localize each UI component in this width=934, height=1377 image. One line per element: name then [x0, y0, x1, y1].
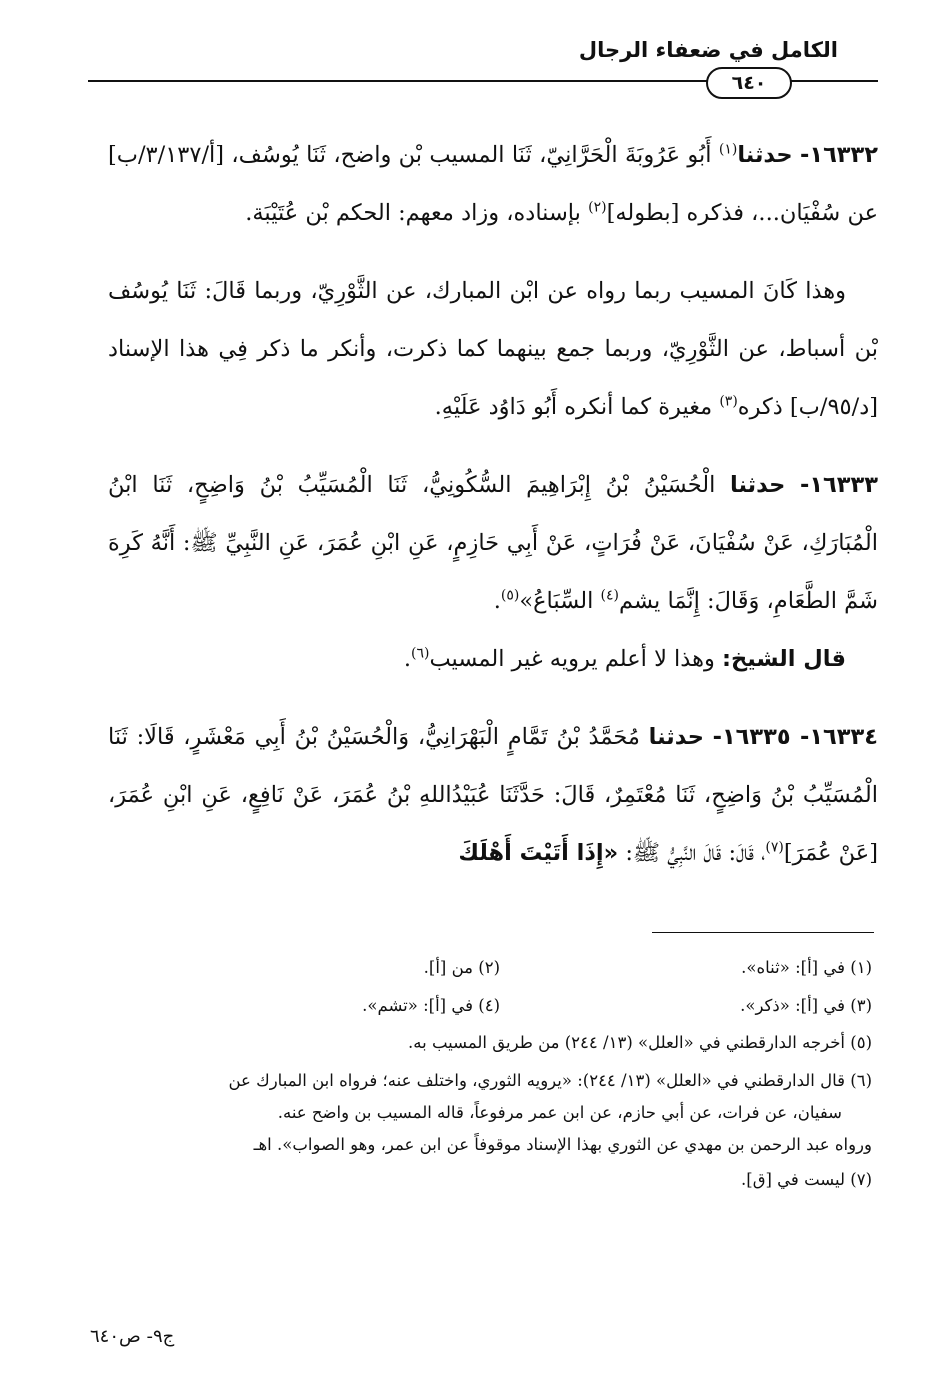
footnote-7: (٧) ليست في [ق]. — [741, 1170, 872, 1189]
hadith-number: ١٦٣٣٣- — [799, 472, 878, 498]
footnote-6-line: سفيان، عن فرات، عن أبي حازم، عن ابن عمر مرفوعاً، قاله المسيب بن واضح عنه. — [277, 1103, 842, 1122]
paragraph-16334 — [108, 708, 878, 882]
hadith-matn-start: «إِذَا أَتَيْتَ أَهْلَكَ — [458, 840, 619, 866]
paragraph-text: مُحَمَّدُ بْنُ تَمَّامٍ الْبَهْرَانِيُّ، وَالْحُسَيْنُ بْنُ أَبِي مَعْشَرٍ، قَالَا: ثَنَا الْمُسَيِّبُ بْنُ وَاضِحٍ، ثَنَا مُعْتَمِرٌ، قَالَ: حَدَّثَنَا عُبَيْدُاللهِ بْنُ عُمَرَ، عَنْ نَافِعٍ، عَنِ ابْنِ عُمَرَ، [عَنْ عُمَرَ] — [108, 724, 878, 866]
hadith-number: ١٦٣٣٢- — [800, 142, 879, 168]
paragraph-text: . — [493, 588, 501, 614]
footnotes — [102, 948, 872, 1199]
paragraph-text: وهذا كَانَ المسيب ربما رواه عن ابْن المبارك، عن الثَّوْرِيّ، وربما قَالَ: ثَنَا يُوسُف بْن أسباط، عن الثَّوْرِيّ، وربما جمع بينهما كما ذكرت، وأنكر ما ذكر فِي هذا الإسناد [د/٩٥/ب] ذكره — [108, 278, 878, 420]
footnote-6-line: ورواه عبد الرحمن بن مهدي عن الثوري بهذا الإسناد موقوفاً عن ابن عمر، وهو الصواب». اهـ — [253, 1135, 872, 1154]
page-number-badge: ٦٤٠ — [706, 67, 792, 99]
paragraph-text: ، قَالَ: قَالَ النَّبِيُّ ﷺ: — [618, 840, 766, 866]
hadith-lead: حدثنا — [730, 472, 786, 498]
footnote-divider — [652, 932, 874, 933]
paragraph-text: مغيرة كما أنكره أَبُو دَاوُد عَلَيْهِ. — [434, 394, 720, 420]
volume-page-reference: ج٩- ص٦٤٠ — [90, 1326, 175, 1347]
footnote-1: (١) في [أ]: «ثناه». — [741, 957, 872, 977]
footnote-ref-5[interactable]: (٥) — [500, 587, 520, 604]
footnote-ref-1[interactable]: (١) — [718, 141, 738, 158]
footnote-6 — [102, 1062, 872, 1161]
paragraph-text: أَبُو عَرُوبَةَ الْحَرَّانِيّ، ثَنَا المسيب بْن واضح، ثَنَا يُوسُف، [أ/٣/١٣٧/ب] عن سُفْيَان...، فذكره [بطوله] — [108, 142, 878, 226]
paragraph-text: بإسناده، وزاد معهم: الحكم بْن عُتَيْبَة. — [245, 200, 589, 226]
footnote-ref-2[interactable]: (٢) — [588, 199, 607, 216]
paragraph-text: وهذا لا أعلم يرويه غير المسيب — [429, 646, 722, 672]
footnote-row — [102, 986, 872, 1024]
footnote-ref-6[interactable]: (٦) — [410, 645, 430, 662]
footnote-2: (٢) من [أ]. — [423, 957, 500, 977]
book-title: الكامل في ضعفاء الرجال — [578, 38, 838, 62]
paragraph-text: السِّبَاعُ» — [519, 588, 601, 614]
paragraph-16332 — [108, 126, 878, 242]
hadith-lead: حدثنا — [737, 142, 793, 168]
footnote-ref-7[interactable]: (٧) — [765, 839, 784, 856]
footnote-3: (٣) في [أ]: «ذكر». — [740, 995, 872, 1015]
footnote-6-line: (٦) قال الدارقطني في «العلل» (١٣/ ٢٤٤): «يرويه الثوري، واختلف عنه؛ فرواه ابن المبارك عن — [228, 1071, 872, 1090]
paragraph-commentary — [108, 262, 878, 436]
paragraph-sheikh-comment — [108, 630, 878, 688]
hadith-lead: حدثنا — [648, 724, 704, 750]
footnote-row — [102, 948, 872, 986]
sheikh-lead: قال الشيخ: — [722, 646, 846, 672]
paragraph-text: الْحُسَيْنُ بْنُ إِبْرَاهِيمَ السُّكُونِيُّ، ثَنَا الْمُسَيِّبُ بْنُ وَاضِحٍ، ثَنَا ابْنُ الْمُبَارَكِ، عَنْ سُفْيَانَ، عَنْ فُرَاتٍ، عَنْ أَبِي حَازِمٍ، عَنِ ابْنِ عُمَرَ، عَنِ النَّبِيِّ ﷺ: أَنَّهُ كَرِهَ شَمَّ الطَّعَامِ، وَقَالَ: إِنَّمَا يشم — [108, 472, 878, 614]
hadith-number: ١٦٣٣٤- ١٦٣٣٥- — [712, 724, 878, 750]
footnote-ref-3[interactable]: (٣) — [719, 393, 738, 410]
footnote-4: (٤) في [أ]: «تشم». — [362, 995, 500, 1015]
footnote-ref-4[interactable]: (٤) — [600, 587, 619, 604]
main-text — [108, 126, 878, 882]
paragraph-text: . — [403, 646, 411, 672]
footnote-5: (٥) أخرجه الدارقطني في «العلل» (١٣/ ٢٤٤) من طريق المسيب به. — [408, 1033, 872, 1052]
paragraph-16333 — [108, 456, 878, 630]
